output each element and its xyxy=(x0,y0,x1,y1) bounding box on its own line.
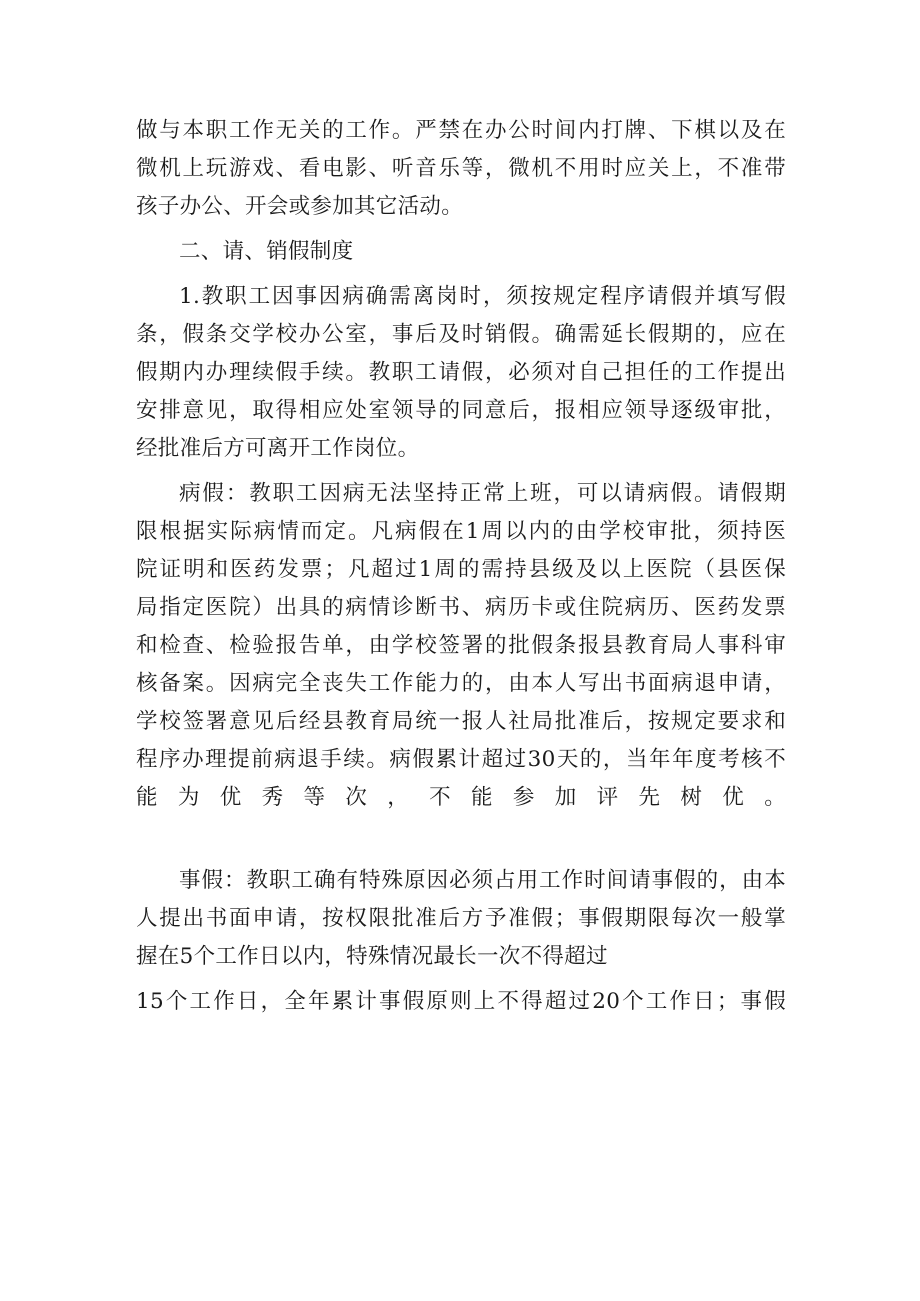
text-line: 经批准后方可离开工作岗位。 xyxy=(136,436,420,461)
paragraph-leave-procedure xyxy=(136,278,786,468)
paragraph-gap xyxy=(136,271,786,278)
section-heading xyxy=(136,233,786,271)
paragraph-personal-leave-continued xyxy=(136,983,786,1021)
paragraph-work-discipline xyxy=(136,112,786,226)
text-line: 院证明和医药发票；凡超过1周的需持县级及以上医院（县医保 xyxy=(136,557,786,582)
paragraph-personal-leave xyxy=(136,862,786,976)
text-line: 假期内办理续假手续。教职工请假，必须对自己担任的工作提出 xyxy=(136,360,786,385)
text-line: 微机上玩游戏、看电影、听音乐等，微机不用时应关上，不准带 xyxy=(136,156,786,181)
paragraph-sick-leave xyxy=(136,475,786,855)
paragraph-gap xyxy=(136,855,786,862)
text-line: 握在5个工作日以内，特殊情况最长一次不得超过 xyxy=(136,944,608,969)
text-line: 人提出书面申请，按权限批准后方予准假；事假期限每次一般掌 xyxy=(136,906,786,931)
heading-leave-system: 二、请、销假制度 xyxy=(179,239,354,264)
text-line: 能为优秀等次，不能参加评先树优。 xyxy=(136,785,786,810)
text-line: 1.教职工因事因病确需离岗时，须按规定程序请假并填写假 xyxy=(179,284,786,309)
text-line: 局指定医院）出具的病情诊断书、病历卡或住院病历、医药发票 xyxy=(136,595,786,620)
text-line: 核备案。因病完全丧失工作能力的，由本人写出书面病退申请， xyxy=(136,671,786,696)
text-line xyxy=(136,817,786,855)
text-line: 学校签署意见后经县教育局统一报人社局批准后，按规定要求和 xyxy=(136,709,786,734)
text-line: 和检查、检验报告单，由学校签署的批假条报县教育局人事科审 xyxy=(136,633,786,658)
text-line: 病假：教职工因病无法坚持正常上班，可以请病假。请假期 xyxy=(179,481,786,506)
text-line: 限根据实际病情而定。凡病假在1周以内的由学校审批，须持医 xyxy=(136,519,786,544)
text-line: 事假：教职工确有特殊原因必须占用工作时间请事假的，由本 xyxy=(179,868,786,893)
text-line: 孩子办公、开会或参加其它活动。 xyxy=(136,194,464,219)
paragraph-gap xyxy=(136,226,786,233)
document-body xyxy=(136,112,786,1021)
text-line: 程序办理提前病退手续。病假累计超过30天的，当年年度考核不 xyxy=(136,747,786,772)
text-line: 做与本职工作无关的工作。严禁在办公时间内打牌、下棋以及在 xyxy=(136,118,786,143)
text-line: 安排意见，取得相应处室领导的同意后，报相应领导逐级审批， xyxy=(136,398,786,423)
text-line: 15个工作日，全年累计事假原则上不得超过20个工作日；事假 xyxy=(136,989,786,1014)
paragraph-gap xyxy=(136,468,786,475)
paragraph-gap xyxy=(136,976,786,983)
text-line: 条，假条交学校办公室，事后及时销假。确需延长假期的，应在 xyxy=(136,322,786,347)
